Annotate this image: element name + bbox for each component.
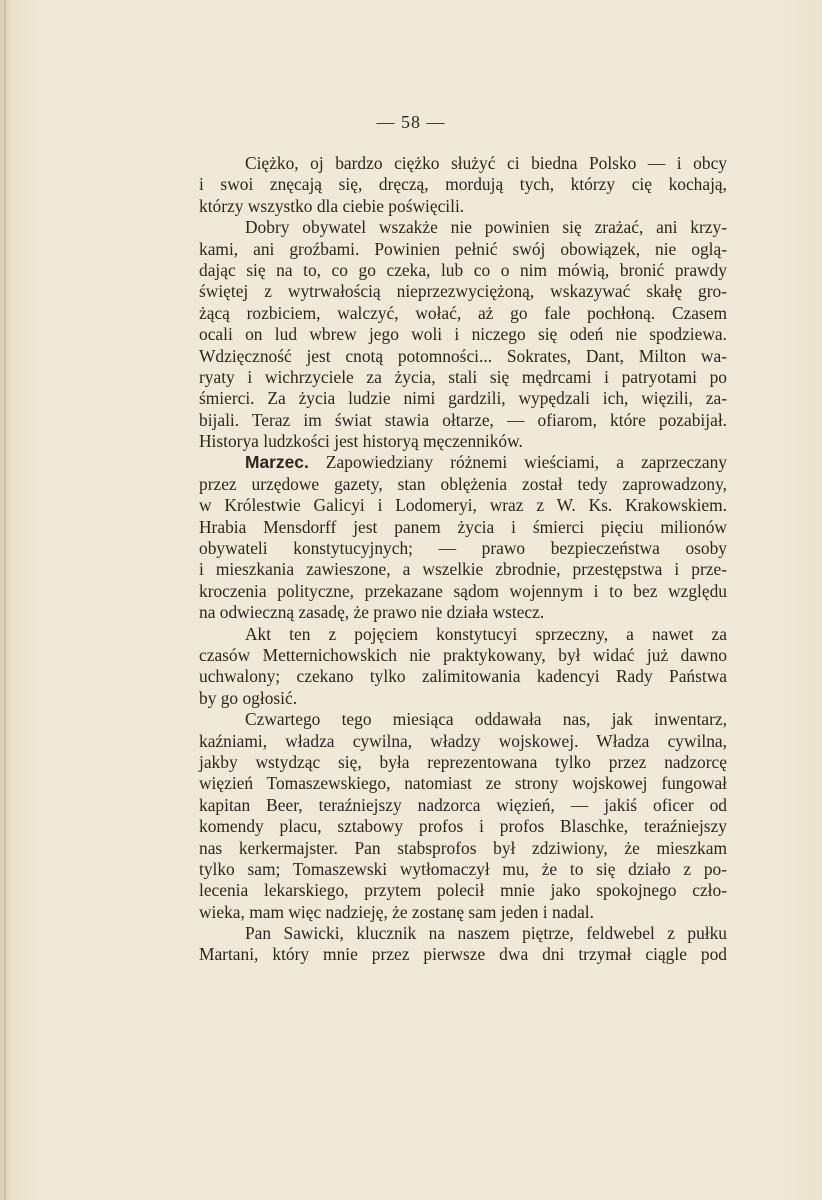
text-line: dając się na to, co go czeka, lub co o nim mówią, bronić prawdy	[199, 259, 727, 280]
text-line: kapitan Beer, teraźniejszy nadzorca więzień, — jakiś oficer od	[199, 794, 727, 815]
text-line: by go ogłosić.	[199, 687, 298, 708]
text-line: Czwartego tego miesiąca oddawała nas, jak inwentarz,	[245, 709, 727, 730]
text-line: Ciężko, oj bardzo ciężko służyć ci biedna Polsko — i obcy	[245, 153, 727, 173]
text-line: świętej z wytrwałością nieprzezwyciężoną, wskazywać skałę gro-	[199, 281, 727, 302]
text-line: Wdzięczność jest cnotą potomności... Sokrates, Dant, Milton wa-	[199, 345, 727, 366]
text-line	[199, 452, 727, 473]
body-text	[199, 153, 727, 966]
paragraph	[199, 923, 727, 966]
section-heading: Marzec.	[245, 452, 309, 473]
text-line: Pan Sawicki, klucznik na naszem piętrze, feldwebel z pułku	[245, 923, 727, 944]
text-line: lecenia lekarskiego, przytem polecił mnie jako spokojnego czło-	[199, 880, 727, 901]
text-line: którzy wszystko dla ciebie poświęcili.	[199, 195, 465, 216]
text-line: Martani, który mnie przez pierwsze dwa dni trzymał ciągle pod	[199, 944, 727, 965]
text-line: śmierci. Za życia ludzie nimi gardzili, wypędzali ich, więzili, za-	[199, 388, 727, 409]
text-line: czasów Metternichowskich nie praktykowany, był widać już dawno	[199, 644, 727, 665]
text-line: Akt ten z pojęciem konstytucyi sprzeczny, a nawet za	[245, 623, 727, 644]
paragraph	[199, 709, 727, 923]
text-line: kami, ani groźbami. Powinien pełnić swój obowiązek, nie oglą-	[199, 238, 727, 259]
paragraph	[199, 624, 727, 710]
text-line: tylko sam; Tomaszewski wytłomaczył mu, że to się działo z po-	[199, 858, 727, 879]
text-line: Dobry obywatel wszakże nie powinien się zrażać, ani krzy-	[245, 217, 727, 238]
text-line: kaźniami, władza cywilna, władzy wojskowej. Władza cywilna,	[199, 730, 727, 751]
text-line: i swoi znęcają się, dręczą, mordują tych, którzy cię kochają,	[199, 174, 727, 195]
text-line: kroczenia polityczne, przekazane sądom wojennym i to bez względu	[199, 580, 727, 601]
line-text: Zapowiedziany różnemi wieściami, a zaprzeczany	[325, 452, 727, 473]
paragraph	[199, 153, 727, 217]
text-line: uchwalony; czekano tylko zalimitowania kadencyi Rady Państwa	[199, 666, 727, 687]
text-line: wieka, mam więc nadzieję, że zostanę sam jeden i nadal.	[199, 901, 594, 922]
text-line: i mieszkania zawieszone, a wszelkie zbrodnie, przestępstwa i prze-	[199, 559, 727, 580]
text-line: ocali on lud wbrew jego woli i niczego się odeń nie spodziewa.	[199, 324, 727, 345]
text-line: obywateli konstytucyjnych; — prawo bezpieczeństwa osoby	[199, 538, 727, 559]
page-number: — 58 —	[376, 112, 446, 132]
paragraph	[199, 217, 727, 452]
text-line: na odwieczną zasadę, że prawo nie działa wstecz.	[199, 602, 545, 623]
text-line: więzień Tomaszewskiego, natomiast ze strony wojskowej fungował	[199, 773, 727, 794]
text-line: w Królestwie Galicyi i Lodomeryi, wraz z W. Ks. Krakowskiem.	[199, 495, 727, 516]
text-line: komendy placu, sztabowy profos i profos Blaschke, teraźniejszy	[199, 816, 727, 837]
text-line: Hrabia Mensdorff jest panem życia i śmierci pięciu milionów	[199, 516, 727, 537]
binding-edge	[4, 0, 6, 1200]
text-line: żącą rozbiciem, walczyć, wołać, aż go fale pochłoną. Czasem	[199, 302, 727, 323]
text-line: przez urzędowe gazety, stan oblężenia został tedy zaprowadzony,	[199, 473, 727, 494]
text-line: jakby wstydząc się, była reprezentowana tylko przez nadzorcę	[199, 751, 727, 772]
text-line: nas kerkermajster. Pan stabsprofos był zdziwiony, że mieszkam	[199, 837, 727, 858]
paragraph	[199, 452, 727, 623]
text-line: bijali. Teraz im świat stawia ołtarze, — ofiarom, które pozabijał.	[199, 409, 727, 430]
text-line: ryaty i wichrzyciele za życia, stali się mędrcami i patryotami po	[199, 366, 727, 387]
text-line: Historya ludzkości jest historyą męczenników.	[199, 431, 523, 452]
